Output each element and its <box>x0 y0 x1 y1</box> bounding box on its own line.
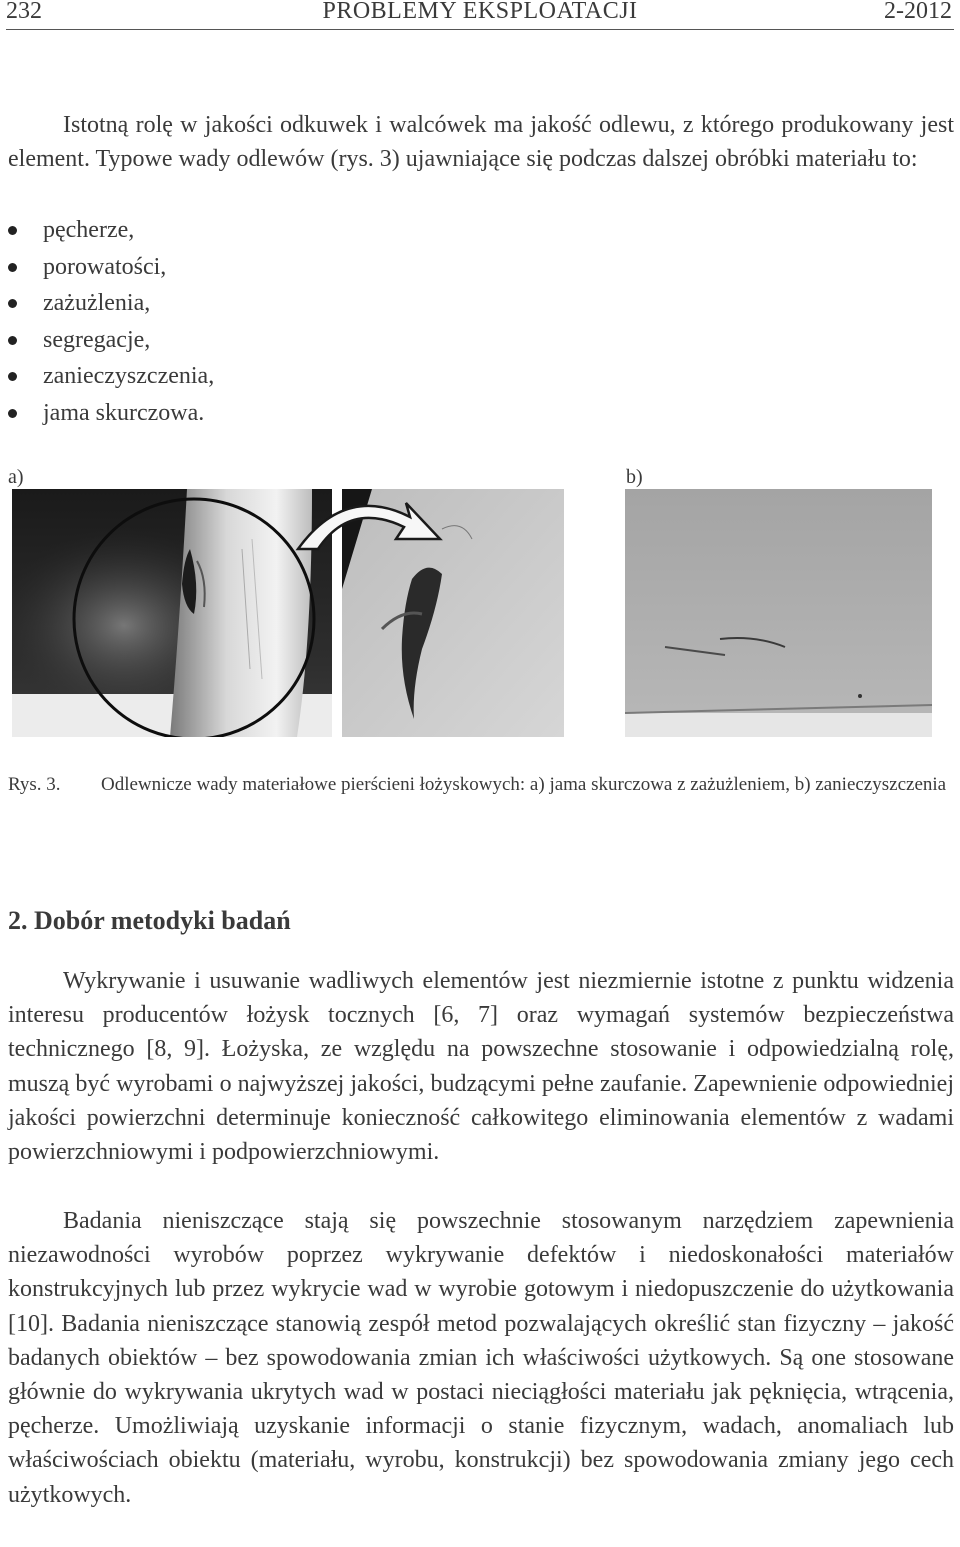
list-item: zanieczyszczenia, <box>8 358 214 395</box>
bullet-icon <box>8 299 17 308</box>
bullet-icon <box>8 372 17 381</box>
figure-b-photo <box>625 489 932 737</box>
arrow-icon <box>290 489 460 551</box>
figure-caption: Odlewnicze wady materiałowe pierścieni łożyskowych: a) jama skurczowa z zażużleniem, b) zanieczyszczenia <box>101 774 947 795</box>
list-item: jama skurczowa. <box>8 395 214 432</box>
header-rule <box>6 29 954 30</box>
intro-paragraph: Istotną rolę w jakości odkuwek i walcówek ma jakość odlewu, z którego produkowany jest element. Typowe wady odlewów (rys. 3) ujawniające się podczas dalszej obróbki materiału to: <box>8 112 954 173</box>
list-item: zażużlenia, <box>8 285 214 322</box>
list-item: porowatości, <box>8 249 214 286</box>
paragraph-1: Wykrywanie i usuwanie wadliwych elementów jest niezmiernie istotne z punktu widzenia interesu producentów łożysk tocznych [6, 7] oraz wymagań systemów bezpieczeństwa technicznego [8, 9]. Łożyska, ze względu na powszechne stosowanie i odpowiedzialną rolę, muszą być wyrobami o najwyższej jakości, budzącymi pełne zaufanie. Zapewnienie odpowiedniej jakości powierzchni determinuje konieczność całkowitego eliminowania elementów z wadami powierzchniowymi i podpowierzchniowymi. <box>8 968 954 1166</box>
page-number: 232 <box>6 0 42 24</box>
list-item: segregacje, <box>8 322 214 359</box>
bullet-icon <box>8 226 17 235</box>
bullet-icon <box>8 263 17 272</box>
journal-title: PROBLEMY EKSPLOATACJI <box>322 0 638 24</box>
defect-list <box>8 212 214 432</box>
figure-label-b: b) <box>626 466 643 488</box>
figure-a-left-photo <box>12 489 332 737</box>
figure-label-a: a) <box>8 466 24 488</box>
paragraph-2: Badania nieniszczące stają się powszechnie stosowanym narzędziem zapewnienia niezawodności wyrobów poprzez wykrywanie defektów i niedoskonałości materiałów konstrukcyjnych lub przez wykrycie wad w wyrobie gotowym i niedopuszczenie do użytkowania [10]. Badania nieniszczące stanowią zespół metod pozwalających określić stan fizyczny – jakość badanych obiektów – bez spowodowania zmian ich właściwości użytkowych. Są one stosowane głównie do wykrywania ukrytych wad w postaci nieciągłości materiału jak pęknięcia, wtrącenia, pęcherze. Umożliwiają uzyskanie informacji o stanie fizycznym, wadach, anomaliach lub właściwościach obiektu (materiału, wyrobu, konstrukcji) bez spowodowania zmiany jego cech użytkowych. <box>8 1208 954 1508</box>
journal-issue: 2-2012 <box>884 0 952 24</box>
bullet-icon <box>8 336 17 345</box>
bullet-icon <box>8 409 17 418</box>
list-item: pęcherze, <box>8 212 214 249</box>
figure-number: Rys. 3. <box>8 774 61 795</box>
page-header <box>0 0 960 30</box>
section-heading: 2. Dobór metodyki badań <box>8 906 291 935</box>
